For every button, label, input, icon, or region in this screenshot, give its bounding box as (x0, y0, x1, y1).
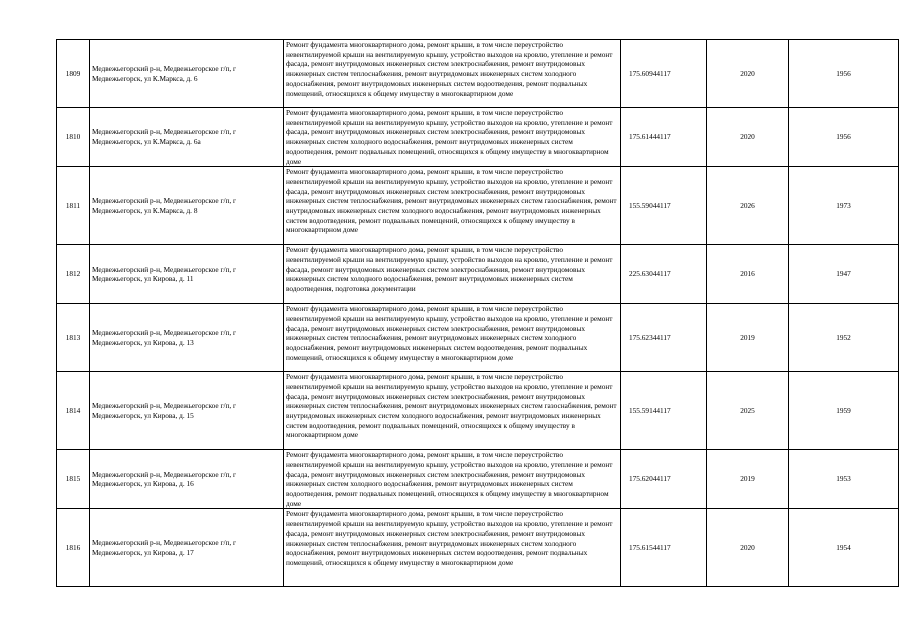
table-row (57, 304, 899, 372)
row-number: 1814 (57, 372, 90, 450)
cost-cell: 175.61544117 (621, 509, 707, 587)
address-cell: Медвежьегорский р-н, Медвежьегорское г/п, г Медвежьегорск, ул Кирова, д. 13 (90, 304, 284, 372)
plan-year-cell: 2019 (707, 450, 789, 509)
table-row (57, 509, 899, 587)
build-year-cell: 1954 (789, 509, 899, 587)
table-row (57, 108, 899, 167)
build-year-cell: 1973 (789, 167, 899, 245)
cost-cell: 155.59044117 (621, 167, 707, 245)
works-cell: Ремонт фундамента многоквартирного дома, ремонт крыши, в том числе переустройство невентилируемой крыши на вентилируемую крышу, устройство выходов на кровлю, утепление и ремонт фасада, ремонт внутридомовых инженерных систем электроснабжения, ремонт внутридомовых инженерных систем теплоснабжения, ремонт внутридомовых инженерных систем газоснабжения, ремонт внутридомовых инженерных систем холодного водоснабжения, ремонт внутридомовых инженерных систем водоотведения, ремонт подвальных помещений, относящихся к общему имуществу в многоквартирном доме (284, 167, 621, 245)
build-year-cell: 1952 (789, 304, 899, 372)
row-number: 1815 (57, 450, 90, 509)
works-cell: Ремонт фундамента многоквартирного дома, ремонт крыши, в том числе переустройство невентилируемой крыши на вентилируемую крышу, устройство выходов на кровлю, утепление и ремонт фасада, ремонт внутридомовых инженерных систем электроснабжения, ремонт внутридомовых инженерных систем теплоснабжения, ремонт внутридомовых инженерных систем холодного водоснабжения, ремонт внутридомовых инженерных систем водоотведения, ремонт подвальных помещений, относящихся к общему имуществу в многоквартирном доме (284, 509, 621, 587)
works-cell: Ремонт фундамента многоквартирного дома, ремонт крыши, в том числе переустройство невентилируемой крыши на вентилируемую крышу, устройство выходов на кровлю, утепление и ремонт фасада, ремонт внутридомовых инженерных систем электроснабжения, ремонт внутридомовых инженерных систем холодного водоснабжения, ремонт внутридомовых инженерных систем водоотведения, подготовка документации (284, 245, 621, 304)
capital-repair-table (56, 39, 899, 587)
works-cell: Ремонт фундамента многоквартирного дома, ремонт крыши, в том числе переустройство невентилируемой крыши на вентилируемую крышу, устройство выходов на кровлю, утепление и ремонт фасада, ремонт внутридомовых инженерных систем электроснабжения, ремонт внутридомовых инженерных систем теплоснабжения, ремонт внутридомовых инженерных систем холодного водоснабжения, ремонт внутридомовых инженерных систем водоотведения, ремонт подвальных помещений, относящихся к общему имуществу в многоквартирном доме (284, 40, 621, 108)
address-cell: Медвежьегорский р-н, Медвежьегорское г/п, г Медвежьегорск, ул Кирова, д. 17 (90, 509, 284, 587)
cost-cell: 175.60944117 (621, 40, 707, 108)
cost-cell: 175.62344117 (621, 304, 707, 372)
cost-cell: 225.63044117 (621, 245, 707, 304)
address-cell: Медвежьегорский р-н, Медвежьегорское г/п, г Медвежьегорск, ул Кирова, д. 11 (90, 245, 284, 304)
row-number: 1813 (57, 304, 90, 372)
address-cell: Медвежьегорский р-н, Медвежьегорское г/п, г Медвежьегорск, ул К.Маркса, д. 8 (90, 167, 284, 245)
row-number: 1811 (57, 167, 90, 245)
table-row (57, 40, 899, 108)
build-year-cell: 1947 (789, 245, 899, 304)
address-cell: Медвежьегорский р-н, Медвежьегорское г/п, г Медвежьегорск, ул Кирова, д. 15 (90, 372, 284, 450)
cost-cell: 175.61444117 (621, 108, 707, 167)
plan-year-cell: 2020 (707, 108, 789, 167)
address-cell: Медвежьегорский р-н, Медвежьегорское г/п, г Медвежьегорск, ул К.Маркса, д. 6а (90, 108, 284, 167)
works-cell: Ремонт фундамента многоквартирного дома, ремонт крыши, в том числе переустройство невентилируемой крыши на вентилируемую крышу, устройство выходов на кровлю, утепление и ремонт фасада, ремонт внутридомовых инженерных систем электроснабжения, ремонт внутридомовых инженерных систем теплоснабжения, ремонт внутридомовых инженерных систем холодного водоснабжения, ремонт внутридомовых инженерных систем водоотведения, ремонт подвальных помещений, относящихся к общему имуществу в многоквартирном доме (284, 304, 621, 372)
document-page (56, 39, 899, 587)
table-row (57, 167, 899, 245)
table-row (57, 245, 899, 304)
table-body (57, 40, 899, 587)
row-number: 1809 (57, 40, 90, 108)
address-cell: Медвежьегорский р-н, Медвежьегорское г/п, г Медвежьегорск, ул Кирова, д. 16 (90, 450, 284, 509)
works-cell: Ремонт фундамента многоквартирного дома, ремонт крыши, в том числе переустройство невентилируемой крыши на вентилируемую крышу, устройство выходов на кровлю, утепление и ремонт фасада, ремонт внутридомовых инженерных систем электроснабжения, ремонт внутридомовых инженерных систем холодного водоснабжения, ремонт внутридомовых инженерных систем водоотведения, ремонт подвальных помещений, относящихся к общему имуществу в многоквартирном доме (284, 450, 621, 509)
build-year-cell: 1953 (789, 450, 899, 509)
works-cell: Ремонт фундамента многоквартирного дома, ремонт крыши, в том числе переустройство невентилируемой крыши на вентилируемую крышу, устройство выходов на кровлю, утепление и ремонт фасада, ремонт внутридомовых инженерных систем электроснабжения, ремонт внутридомовых инженерных систем холодного водоснабжения, ремонт внутридомовых инженерных систем водоотведения, ремонт подвальных помещений, относящихся к общему имуществу в многоквартирном доме (284, 108, 621, 167)
address-cell: Медвежьегорский р-н, Медвежьегорское г/п, г Медвежьегорск, ул К.Маркса, д. 6 (90, 40, 284, 108)
plan-year-cell: 2020 (707, 509, 789, 587)
row-number: 1816 (57, 509, 90, 587)
works-cell: Ремонт фундамента многоквартирного дома, ремонт крыши, в том числе переустройство невентилируемой крыши на вентилируемую крышу, устройство выходов на кровлю, утепление и ремонт фасада, ремонт внутридомовых инженерных систем электроснабжения, ремонт внутридомовых инженерных систем теплоснабжения, ремонт внутридомовых инженерных систем газоснабжения, ремонт внутридомовых инженерных систем холодного водоснабжения, ремонт внутридомовых инженерных систем водоотведения, ремонт подвальных помещений, относящихся к общему имуществу в многоквартирном доме (284, 372, 621, 450)
build-year-cell: 1959 (789, 372, 899, 450)
plan-year-cell: 2019 (707, 304, 789, 372)
row-number: 1812 (57, 245, 90, 304)
plan-year-cell: 2025 (707, 372, 789, 450)
cost-cell: 155.59144117 (621, 372, 707, 450)
table-row (57, 372, 899, 450)
plan-year-cell: 2020 (707, 40, 789, 108)
plan-year-cell: 2026 (707, 167, 789, 245)
table-row (57, 450, 899, 509)
plan-year-cell: 2016 (707, 245, 789, 304)
build-year-cell: 1956 (789, 108, 899, 167)
cost-cell: 175.62044117 (621, 450, 707, 509)
build-year-cell: 1956 (789, 40, 899, 108)
row-number: 1810 (57, 108, 90, 167)
